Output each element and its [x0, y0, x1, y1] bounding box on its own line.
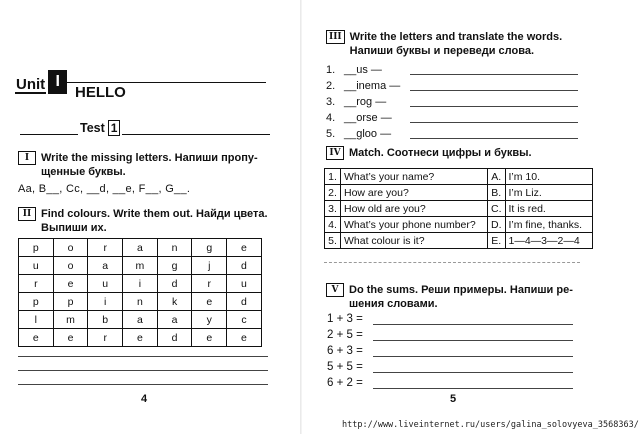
- task-5-instruction-line1: Do the sums. Реши примеры. Напиши ре-: [349, 284, 573, 296]
- word-item-number: 5.: [326, 128, 336, 140]
- task-1-heading: [18, 151, 258, 179]
- grid-cell: e: [19, 329, 54, 347]
- grid-cell: o: [53, 239, 88, 257]
- right-page: [302, 0, 604, 434]
- task-4-number: IV: [326, 146, 344, 160]
- grid-cell: r: [88, 329, 123, 347]
- match-number: 4.: [325, 217, 341, 233]
- unit-header: [15, 70, 67, 94]
- grid-cell: r: [192, 275, 227, 293]
- task-1-number: I: [18, 151, 36, 165]
- task-1-instruction-line2: щенные буквы.: [41, 166, 126, 178]
- task-3-instruction-line1: Write the letters and translate the words.: [349, 31, 563, 43]
- grid-cell: a: [123, 311, 158, 329]
- grid-cell: u: [19, 257, 54, 275]
- grid-row: [19, 311, 262, 329]
- left-page: [0, 0, 302, 434]
- match-answer: It is red.: [505, 201, 592, 217]
- match-question: What’s your name?: [341, 169, 488, 185]
- grid-cell: r: [19, 275, 54, 293]
- word-item: [326, 127, 578, 141]
- word-item-text: __gloo —: [344, 128, 392, 140]
- sum-expression: 1 + 3 =: [327, 313, 363, 325]
- word-item: [326, 63, 578, 77]
- page-number: 4: [141, 393, 148, 405]
- task-2-number: II: [18, 207, 36, 221]
- grid-cell: g: [192, 239, 227, 257]
- word-item: [326, 111, 578, 125]
- grid-cell: g: [157, 257, 192, 275]
- grid-cell: n: [123, 293, 158, 311]
- grid-cell: p: [19, 239, 54, 257]
- match-number: 3.: [325, 201, 341, 217]
- footer-url: http://www.liveinternet.ru/users/galina_solovyeva_3568363/: [342, 420, 639, 430]
- grid-cell: o: [53, 257, 88, 275]
- grid-cell: u: [88, 275, 123, 293]
- word-item-text: __inema —: [344, 80, 401, 92]
- grid-cell: d: [157, 275, 192, 293]
- grid-row: [19, 275, 262, 293]
- match-letter: B.: [488, 185, 506, 201]
- unit-title: HELLO: [75, 84, 126, 101]
- grid-cell: c: [227, 311, 262, 329]
- grid-cell: i: [88, 293, 123, 311]
- sum-expression: 6 + 3 =: [327, 345, 363, 357]
- match-row: [325, 217, 593, 233]
- match-question: What colour is it?: [341, 233, 488, 249]
- match-question: What’s your phone number?: [341, 217, 488, 233]
- section-divider: [324, 262, 580, 263]
- sum-expression: 6 + 2 =: [327, 377, 363, 389]
- answer-line: [18, 370, 268, 371]
- grid-cell: e: [192, 329, 227, 347]
- grid-cell: e: [192, 293, 227, 311]
- grid-cell: i: [123, 275, 158, 293]
- task-3-heading: [326, 30, 562, 58]
- sum-item: [327, 313, 573, 325]
- sum-item: [327, 377, 573, 389]
- word-item-number: 4.: [326, 112, 336, 124]
- match-letter: C.: [488, 201, 506, 217]
- grid-cell: p: [19, 293, 54, 311]
- match-row: [325, 185, 593, 201]
- answer-line: [373, 330, 573, 341]
- match-table: [324, 168, 593, 249]
- task-2-instruction-line1: Find colours. Write them out. Найди цвета.: [41, 208, 268, 220]
- sum-expression: 2 + 5 =: [327, 329, 363, 341]
- task-5-instruction-line2: шения словами.: [349, 298, 438, 310]
- task-1-letters: Aa, B__, Cc, __d, __e, F__, G__.: [18, 183, 191, 195]
- grid-cell: a: [88, 257, 123, 275]
- task-3-number: III: [326, 30, 345, 44]
- match-answer: I’m Liz.: [505, 185, 592, 201]
- unit-divider: [66, 82, 266, 83]
- grid-cell: e: [227, 329, 262, 347]
- word-item-text: __rog —: [344, 96, 387, 108]
- test-number: 1: [108, 120, 121, 136]
- word-item-text: __orse —: [344, 112, 392, 124]
- match-letter: A.: [488, 169, 506, 185]
- word-item-number: 3.: [326, 96, 336, 108]
- grid-row: [19, 257, 262, 275]
- answer-line: [410, 81, 578, 91]
- grid-cell: e: [53, 275, 88, 293]
- match-letter: D.: [488, 217, 506, 233]
- answer-line: [373, 314, 573, 325]
- match-question: How old are you?: [341, 201, 488, 217]
- answer-line: [410, 129, 578, 139]
- word-item: [326, 79, 578, 93]
- sum-item: [327, 345, 573, 357]
- task-1-instruction-line1: Write the missing letters. Напиши пропу-: [41, 152, 258, 164]
- grid-cell: a: [157, 311, 192, 329]
- word-item-text: __us —: [344, 64, 382, 76]
- grid-cell: n: [157, 239, 192, 257]
- match-row: [325, 233, 593, 249]
- grid-cell: m: [53, 311, 88, 329]
- letter-grid: [18, 238, 262, 347]
- match-answer: I’m 10.: [505, 169, 592, 185]
- answer-line: [410, 97, 578, 107]
- grid-cell: j: [192, 257, 227, 275]
- grid-cell: d: [227, 293, 262, 311]
- grid-cell: e: [227, 239, 262, 257]
- grid-row: [19, 293, 262, 311]
- answer-line: [18, 356, 268, 357]
- task-2-heading: [18, 207, 268, 235]
- sum-expression: 5 + 5 =: [327, 361, 363, 373]
- answer-line: [373, 362, 573, 373]
- grid-cell: l: [19, 311, 54, 329]
- answer-line: [373, 378, 573, 389]
- unit-word: Unit: [16, 76, 46, 93]
- match-row: [325, 169, 593, 185]
- task-4-heading: [326, 146, 532, 160]
- match-number: 1.: [325, 169, 341, 185]
- word-item-number: 2.: [326, 80, 336, 92]
- match-row: [325, 201, 593, 217]
- grid-row: [19, 329, 262, 347]
- grid-cell: m: [123, 257, 158, 275]
- match-answer: 1—4—3—2—4: [505, 233, 592, 249]
- answer-line: [410, 113, 578, 123]
- grid-cell: b: [88, 311, 123, 329]
- answer-line: [18, 384, 268, 385]
- task-4-instruction: Match. Соотнеси цифры и буквы.: [349, 147, 532, 159]
- sum-item: [327, 329, 573, 341]
- answer-line: [373, 346, 573, 357]
- match-number: 2.: [325, 185, 341, 201]
- match-number: 5.: [325, 233, 341, 249]
- sum-item: [327, 361, 573, 373]
- task-5-number: V: [326, 283, 344, 297]
- match-letter: E.: [488, 233, 506, 249]
- unit-number: I: [48, 70, 67, 94]
- page-number: 5: [450, 393, 457, 405]
- test-word: Test: [80, 121, 105, 135]
- grid-cell: r: [88, 239, 123, 257]
- grid-cell: a: [123, 239, 158, 257]
- grid-cell: k: [157, 293, 192, 311]
- answer-line: [410, 65, 578, 75]
- task-5-heading: [326, 283, 573, 311]
- task-3-instruction-line2: Напиши буквы и переведи слова.: [349, 45, 535, 57]
- word-item: [326, 95, 578, 109]
- task-2-instruction-line2: Выпиши их.: [41, 222, 107, 234]
- grid-cell: u: [227, 275, 262, 293]
- grid-cell: d: [227, 257, 262, 275]
- test-divider: [20, 134, 270, 135]
- grid-cell: d: [157, 329, 192, 347]
- match-question: How are you?: [341, 185, 488, 201]
- grid-cell: e: [53, 329, 88, 347]
- word-item-number: 1.: [326, 64, 336, 76]
- grid-row: [19, 239, 262, 257]
- grid-cell: e: [123, 329, 158, 347]
- grid-cell: p: [53, 293, 88, 311]
- test-label: [78, 120, 122, 136]
- grid-cell: y: [192, 311, 227, 329]
- match-answer: I’m fine, thanks.: [505, 217, 592, 233]
